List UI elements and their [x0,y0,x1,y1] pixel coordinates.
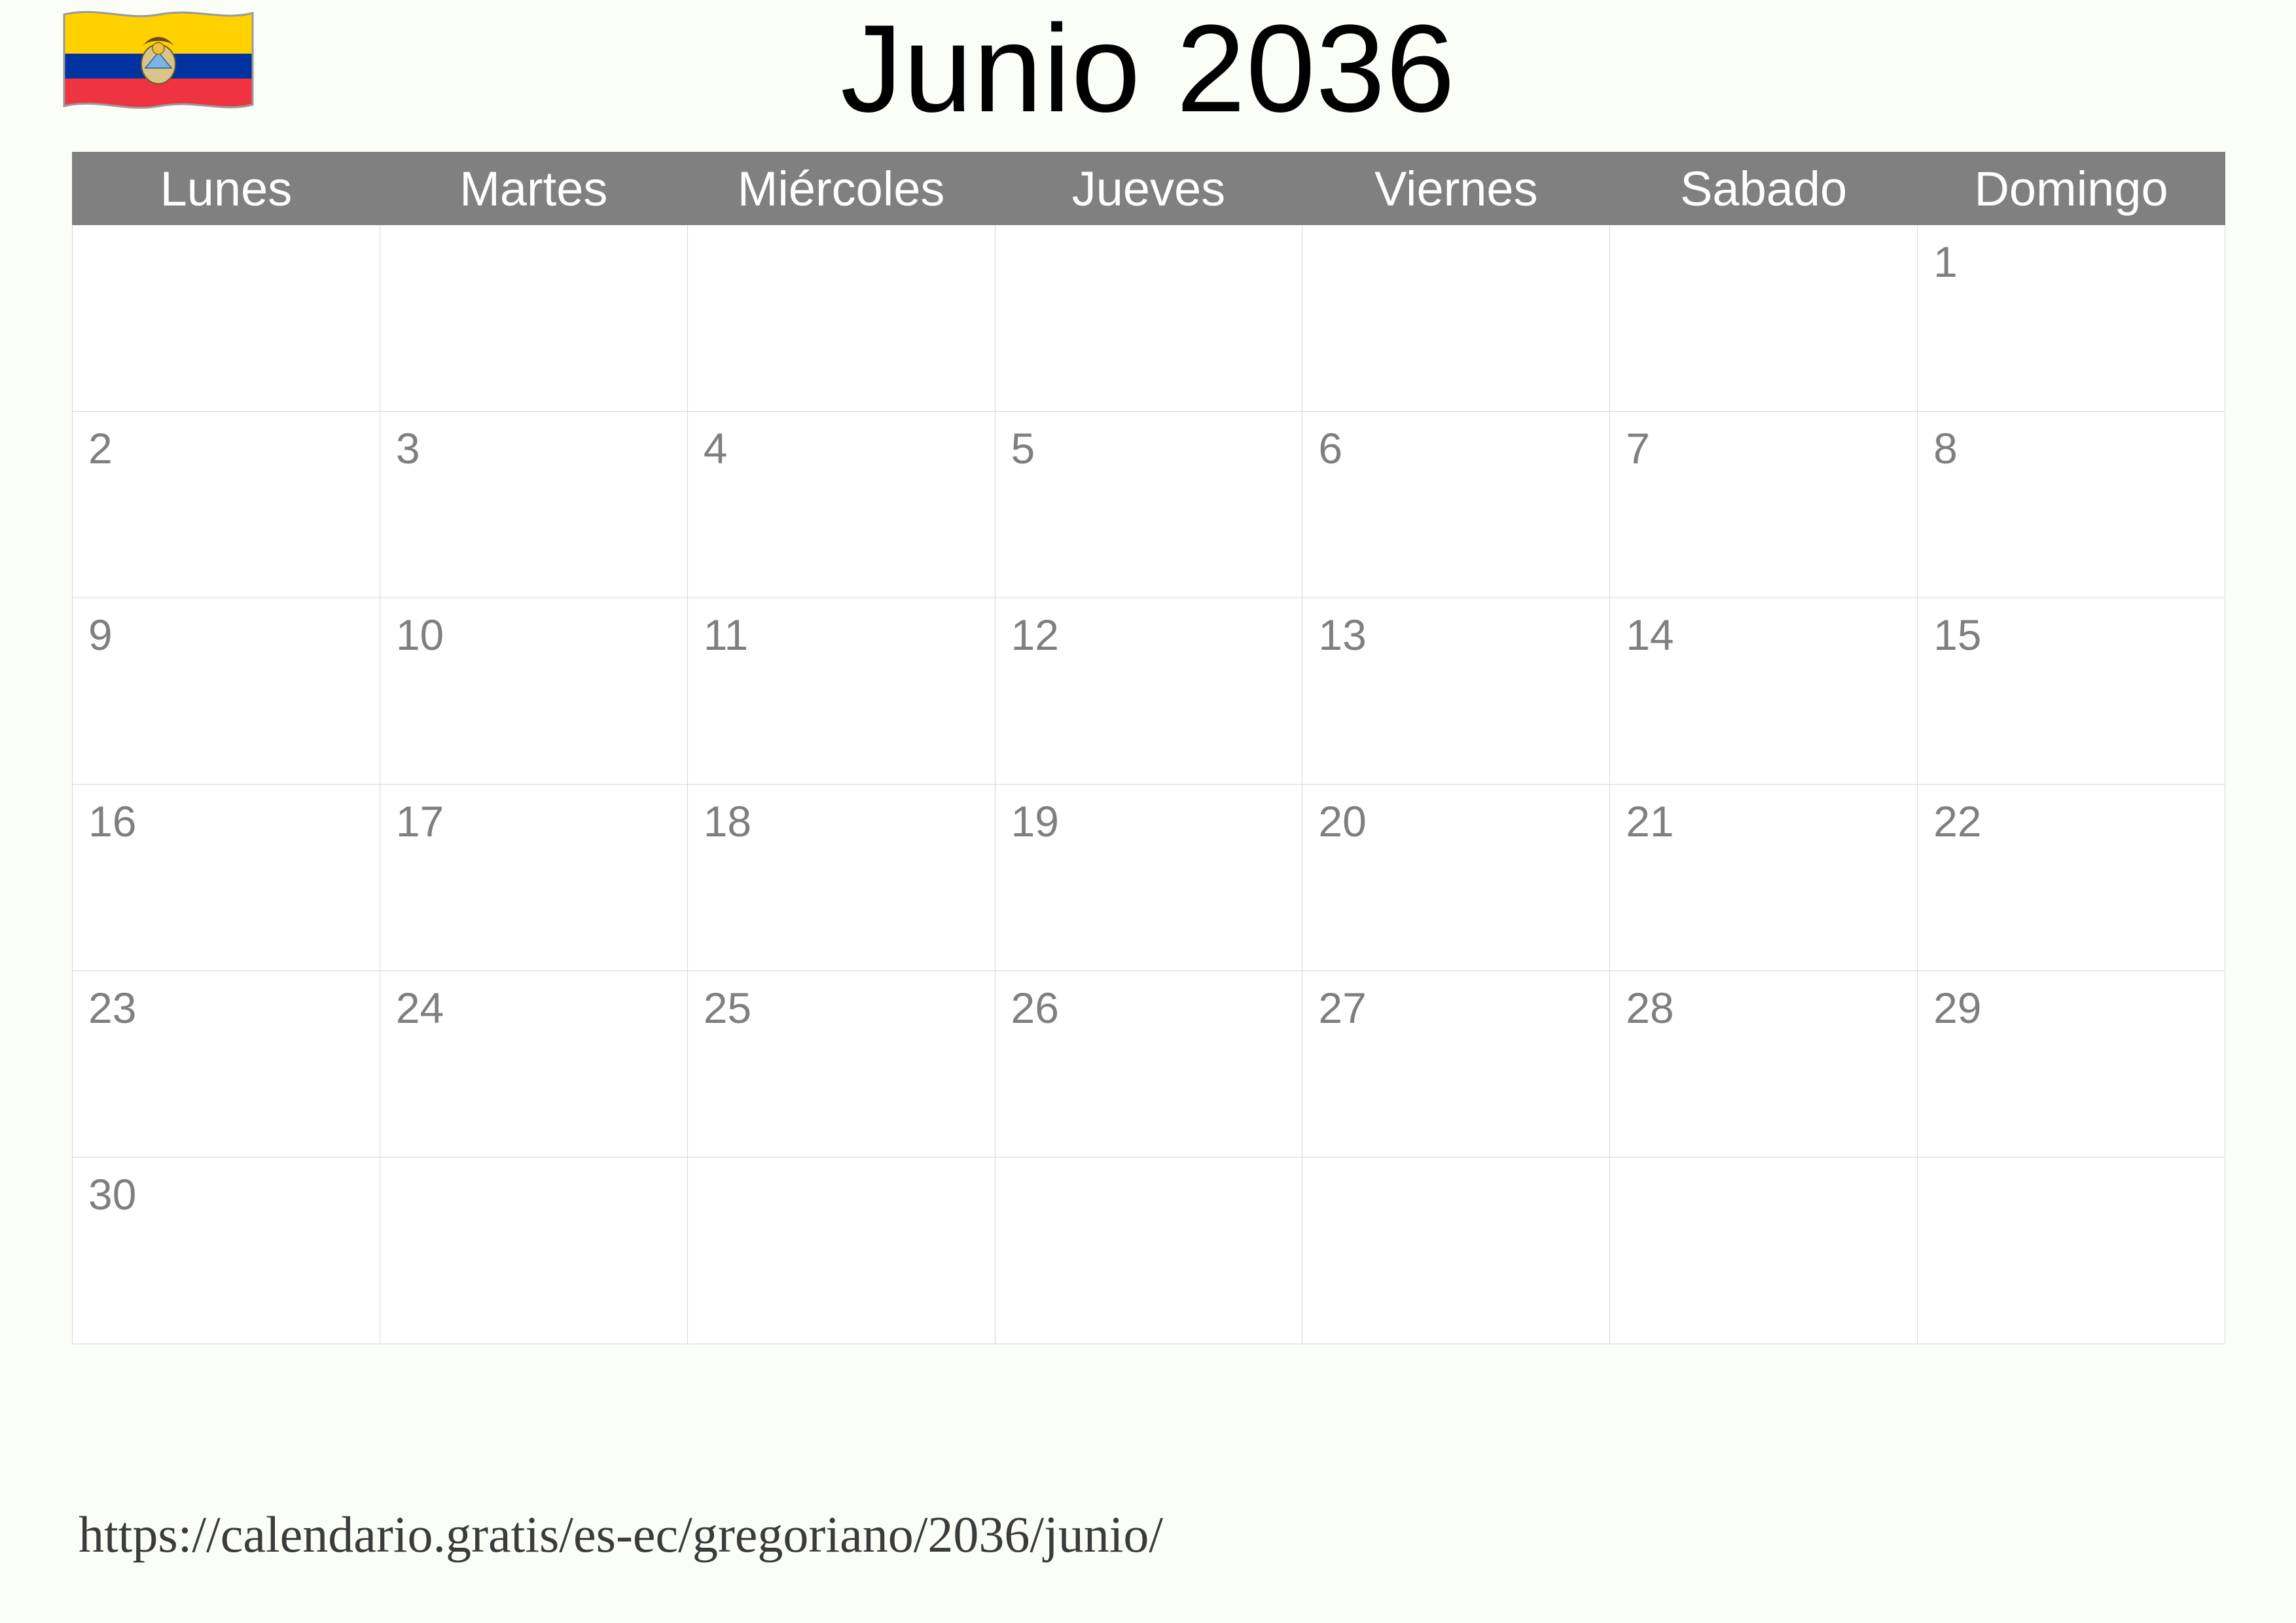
day-number: 9 [88,611,113,659]
calendar-day-cell[interactable] [1918,1158,2225,1344]
calendar-day-cell[interactable] [1610,785,1918,971]
source-url[interactable]: https://calendario.gratis/es-ec/gregoriano/2036/junio/ [79,1506,1164,1563]
calendar-day-cell[interactable] [687,225,995,412]
calendar-day-cell[interactable] [73,412,380,598]
day-number: 20 [1318,797,1367,846]
calendar-day-cell[interactable] [73,971,380,1158]
weekday-header-domingo: Domingo [1918,152,2225,225]
weekday-header-row [73,152,2225,225]
day-number: 24 [395,984,444,1032]
calendar-day-cell[interactable] [1918,412,2225,598]
calendar-week-row [73,598,2225,785]
calendar-day-cell[interactable] [380,785,687,971]
calendar-day-cell[interactable] [687,1158,995,1344]
calendar-day-cell[interactable] [995,1158,1302,1344]
day-number: 26 [1011,984,1059,1032]
day-number: 3 [395,424,420,473]
calendar-day-cell[interactable] [1918,598,2225,785]
calendar-day-cell[interactable] [1610,598,1918,785]
calendar-grid [72,152,2225,1344]
calendar-day-cell[interactable] [73,225,380,412]
day-number: 25 [703,984,752,1032]
day-number: 28 [1626,984,1674,1032]
calendar-day-cell[interactable] [380,412,687,598]
calendar-day-cell[interactable] [73,1158,380,1344]
day-number: 4 [703,424,728,473]
day-number: 5 [1011,424,1035,473]
weekday-header-sabado: Sabado [1610,152,1918,225]
calendar-day-cell[interactable] [1302,225,1610,412]
day-number: 23 [88,984,137,1032]
day-number: 1 [1933,238,1958,286]
calendar-day-cell[interactable] [1918,785,2225,971]
page-title: Junio 2036 [840,0,1456,138]
day-number: 18 [703,797,752,846]
day-number: 10 [395,611,444,659]
day-number: 19 [1011,797,1059,846]
calendar-day-cell[interactable] [1302,598,1610,785]
calendar-day-cell[interactable] [73,785,380,971]
calendar-day-cell[interactable] [687,785,995,971]
day-number: 6 [1318,424,1343,473]
calendar-day-cell[interactable] [1610,225,1918,412]
day-number: 29 [1933,984,1982,1032]
day-number: 30 [88,1170,137,1219]
calendar-day-cell[interactable] [687,412,995,598]
calendar-day-cell[interactable] [380,598,687,785]
weekday-header-jueves: Jueves [995,152,1302,225]
calendar-week-row [73,785,2225,971]
weekday-header-viernes: Viernes [1302,152,1610,225]
day-number: 7 [1626,424,1650,473]
calendar-week-row [73,971,2225,1158]
day-number: 8 [1933,424,1958,473]
calendar-week-row [73,412,2225,598]
calendar-day-cell[interactable] [687,598,995,785]
calendar-day-cell[interactable] [1302,412,1610,598]
weekday-header-miercoles: Miércoles [687,152,995,225]
day-number: 16 [88,797,137,846]
day-number: 13 [1318,611,1367,659]
calendar-day-cell[interactable] [380,225,687,412]
day-number: 11 [703,611,749,659]
day-number: 17 [395,797,444,846]
calendar-day-cell[interactable] [1610,1158,1918,1344]
calendar-day-cell[interactable] [1918,225,2225,412]
day-number: 21 [1626,797,1674,846]
day-number: 22 [1933,797,1982,846]
calendar-day-cell[interactable] [1302,1158,1610,1344]
calendar-day-cell[interactable] [995,971,1302,1158]
day-number: 12 [1011,611,1059,659]
weekday-header-martes: Martes [380,152,687,225]
calendar-day-cell[interactable] [1302,971,1610,1158]
calendar-day-cell[interactable] [1302,785,1610,971]
calendar-day-cell[interactable] [995,598,1302,785]
page-header [0,0,2296,151]
calendar-day-cell[interactable] [995,412,1302,598]
day-number: 15 [1933,611,1982,659]
day-number: 14 [1626,611,1674,659]
calendar-day-cell[interactable] [995,785,1302,971]
weekday-header-lunes: Lunes [73,152,380,225]
calendar-week-row [73,225,2225,412]
calendar-day-cell[interactable] [380,971,687,1158]
calendar-day-cell[interactable] [1918,971,2225,1158]
calendar-day-cell[interactable] [687,971,995,1158]
calendar-day-cell[interactable] [995,225,1302,412]
calendar-day-cell[interactable] [1610,971,1918,1158]
calendar-day-cell[interactable] [73,598,380,785]
day-number: 27 [1318,984,1367,1032]
day-number: 2 [88,424,113,473]
calendar-day-cell[interactable] [1610,412,1918,598]
calendar-day-cell[interactable] [380,1158,687,1344]
calendar-week-row [73,1158,2225,1344]
